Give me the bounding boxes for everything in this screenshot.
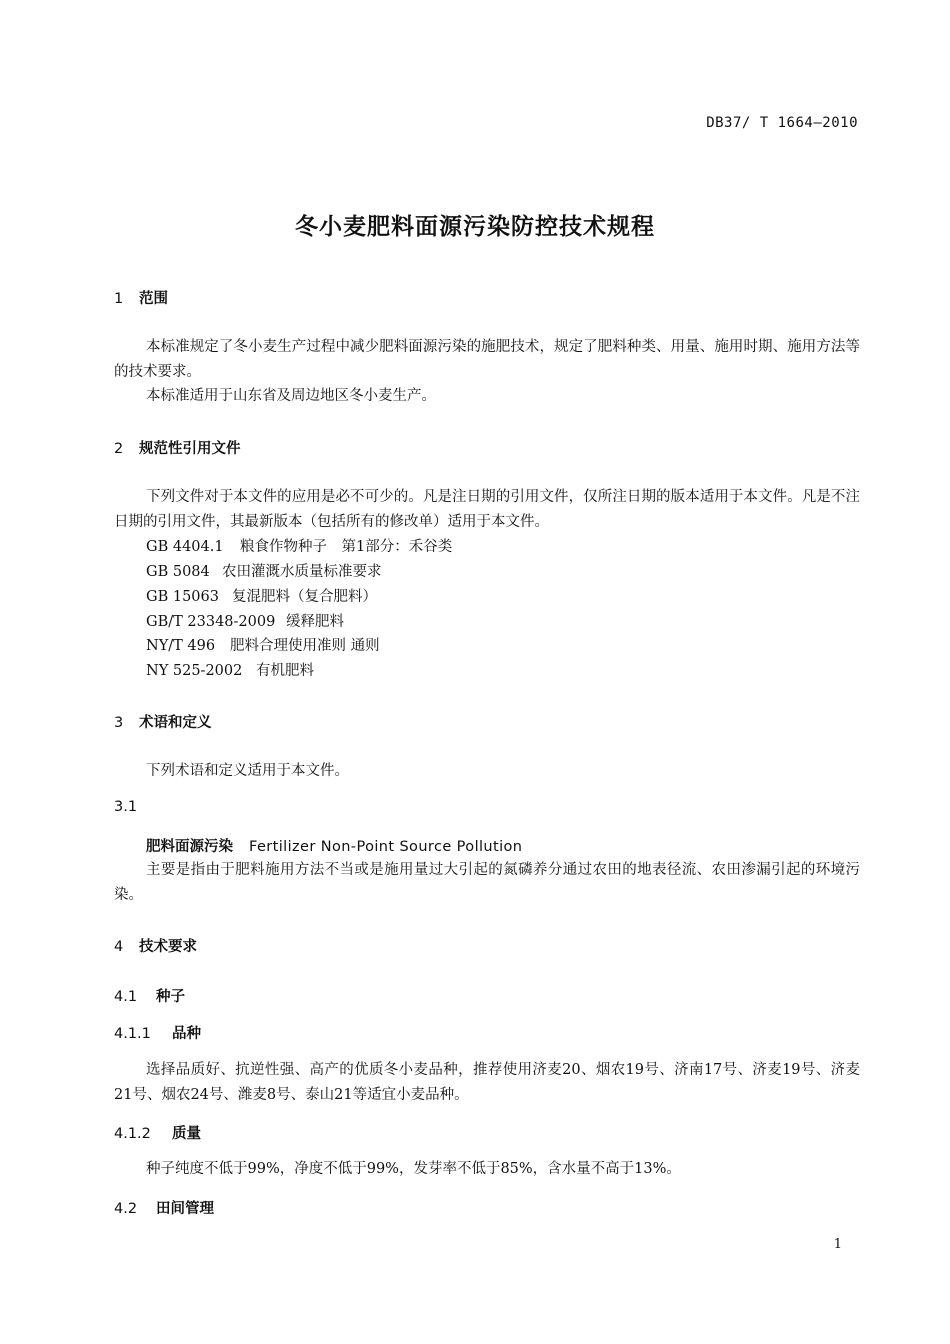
page-number: 1 <box>833 1237 842 1252</box>
section-title: 种子 <box>156 989 185 1005</box>
reference-code: GB 5084 <box>146 564 210 580</box>
reference-code: GB/T 23348-2009 <box>146 614 276 630</box>
term-definition: 主要是指由于肥料施用方法不当或是施用量过大引起的氮磷养分通过农田的地表径流、农田渗漏引起的环境污染。 <box>114 862 860 903</box>
section-title: 范围 <box>139 291 168 307</box>
section-title: 规范性引用文件 <box>139 441 241 457</box>
section-1-paragraph-1: 本标准规定了冬小麦生产过程中减少肥料面源污染的施肥技术，规定了肥料种类、用量、施用时期、施用方法等的技术要求。 <box>114 339 860 380</box>
reference-name: 肥料合理使用准则 通则 <box>230 638 380 654</box>
term-english: Fertilizer Non-Point Source Pollution <box>249 839 523 855</box>
section-title: 质量 <box>172 1126 201 1142</box>
section-3-heading <box>114 711 212 732</box>
section-number: 1 <box>114 291 124 307</box>
reference-item <box>146 659 314 680</box>
subsection-3-1-number: 3.1 <box>114 799 138 815</box>
subsection-4-1-1-paragraph: 选择品质好、抗逆性强、高产的优质冬小麦品种，推荐使用济麦20、烟农19号、济南17号、济麦19号、济麦21号、烟农24号、潍麦8号、泰山21等适宜小麦品种。 <box>114 1062 860 1103</box>
section-number: 4.1.1 <box>114 1026 151 1042</box>
reference-code: NY/T 496 <box>146 638 216 654</box>
term-entry <box>146 835 522 856</box>
subsection-4-1-heading <box>114 985 185 1006</box>
section-2-heading <box>114 437 241 458</box>
section-title: 品种 <box>172 1026 201 1042</box>
reference-code: GB 4404.1 <box>146 539 224 555</box>
term-chinese: 肥料面源污染 <box>146 839 233 855</box>
reference-name: 有机肥料 <box>256 663 314 679</box>
reference-code: GB 15063 <box>146 589 219 605</box>
section-number: 2 <box>114 441 124 457</box>
section-number: 4.2 <box>114 1201 138 1217</box>
section-1-paragraph-2: 本标准适用于山东省及周边地区冬小麦生产。 <box>146 388 436 404</box>
subsection-4-1-2-heading <box>114 1122 201 1143</box>
document-title: 冬小麦肥料面源污染防控技术规程 <box>295 214 655 240</box>
subsection-4-1-1-heading <box>114 1022 201 1043</box>
reference-name: 缓释肥料 <box>286 614 344 630</box>
reference-item <box>146 610 344 631</box>
document-number: DB37/ T 1664—2010 <box>706 115 858 131</box>
section-number: 3 <box>114 715 124 731</box>
reference-name: 粮食作物种子 第1部分：禾谷类 <box>240 539 453 555</box>
subsection-4-1-2-paragraph: 种子纯度不低于99%，净度不低于99%，发芽率不低于85%，含水量不高于13%。 <box>146 1161 681 1177</box>
section-number: 4.1 <box>114 989 138 1005</box>
section-title: 田间管理 <box>156 1201 214 1217</box>
reference-name: 农田灌溉水质量标准要求 <box>222 564 382 580</box>
section-title: 术语和定义 <box>139 715 212 731</box>
section-number: 4.1.2 <box>114 1126 151 1142</box>
section-4-heading <box>114 935 197 956</box>
reference-item <box>146 535 452 556</box>
section-1-heading <box>114 287 168 308</box>
section-number: 4 <box>114 939 124 955</box>
reference-item <box>146 585 377 606</box>
subsection-4-2-heading <box>114 1197 214 1218</box>
reference-name: 复混肥料（复合肥料） <box>232 589 377 605</box>
section-title: 技术要求 <box>139 939 197 955</box>
section-2-paragraph-1: 下列文件对于本文件的应用是必不可少的。凡是注日期的引用文件，仅所注日期的版本适用于本文件。凡是不注日期的引用文件，其最新版本（包括所有的修改单）适用于本文件。 <box>114 489 860 530</box>
reference-item <box>146 634 380 655</box>
reference-code: NY 525-2002 <box>146 663 243 679</box>
reference-item <box>146 560 382 581</box>
section-3-paragraph-1: 下列术语和定义适用于本文件。 <box>146 763 349 779</box>
